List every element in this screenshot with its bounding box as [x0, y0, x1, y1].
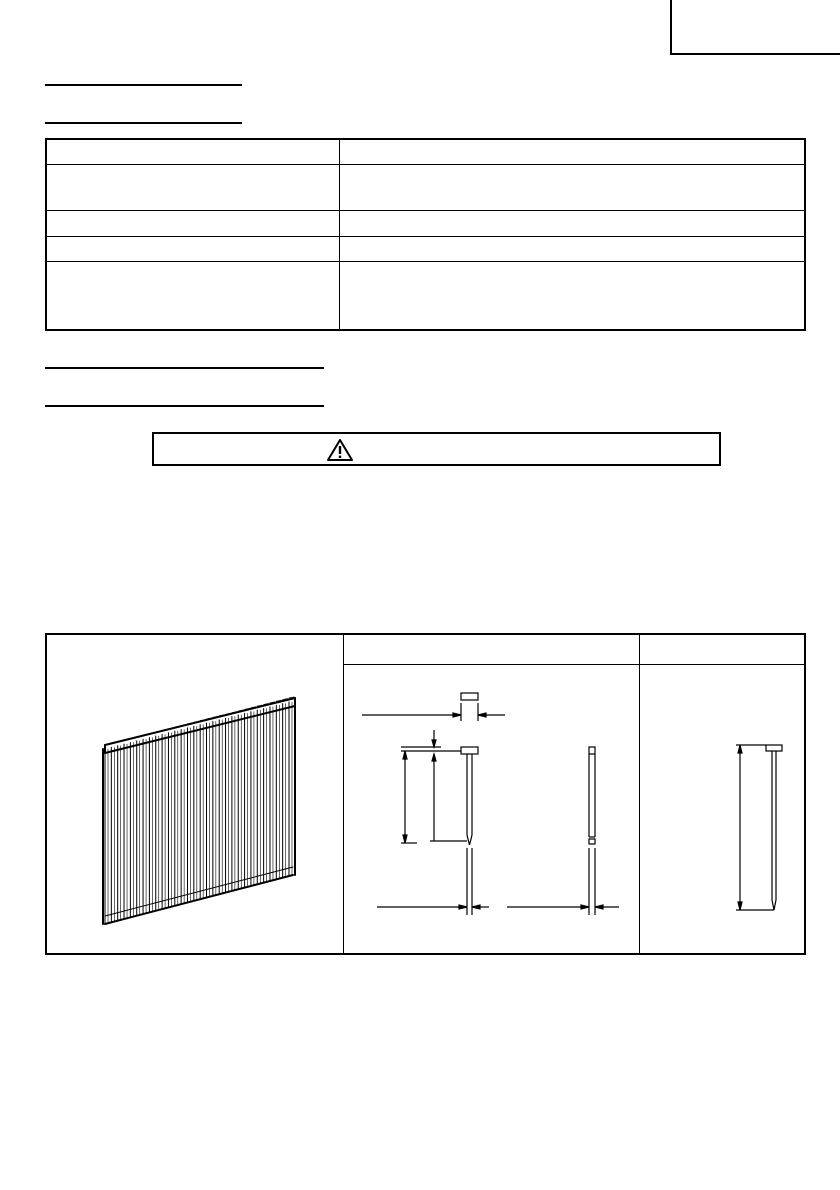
spec-value — [340, 164, 806, 210]
spec-label — [46, 164, 340, 210]
nail-strip-illustration — [97, 677, 307, 937]
spec-value — [340, 236, 806, 261]
warning-triangle-icon — [326, 438, 354, 462]
nail-dimension-diagram — [357, 685, 627, 925]
language-tab-box — [670, 0, 840, 55]
table-row — [46, 236, 805, 261]
spec-value — [340, 261, 806, 330]
spec-label — [46, 261, 340, 330]
table-row — [46, 139, 805, 164]
warning-box — [152, 432, 721, 466]
header-divider — [343, 664, 804, 665]
spec-label — [46, 210, 340, 236]
section-heading-underline-bottom — [45, 122, 242, 124]
specifications-table — [45, 138, 806, 331]
section-heading-underline-bottom — [45, 405, 324, 407]
section-heading-underline-top — [45, 84, 242, 86]
spec-label — [46, 236, 340, 261]
spec-value — [340, 139, 806, 164]
table-row — [46, 164, 805, 210]
nail-length-diagram — [722, 740, 792, 920]
spec-value — [340, 210, 806, 236]
nail-table — [45, 633, 806, 955]
spec-label — [46, 139, 340, 164]
table-row — [46, 210, 805, 236]
column-divider — [343, 635, 344, 953]
section-heading-underline-top — [45, 367, 324, 369]
column-divider — [639, 635, 640, 953]
table-row — [46, 261, 805, 330]
